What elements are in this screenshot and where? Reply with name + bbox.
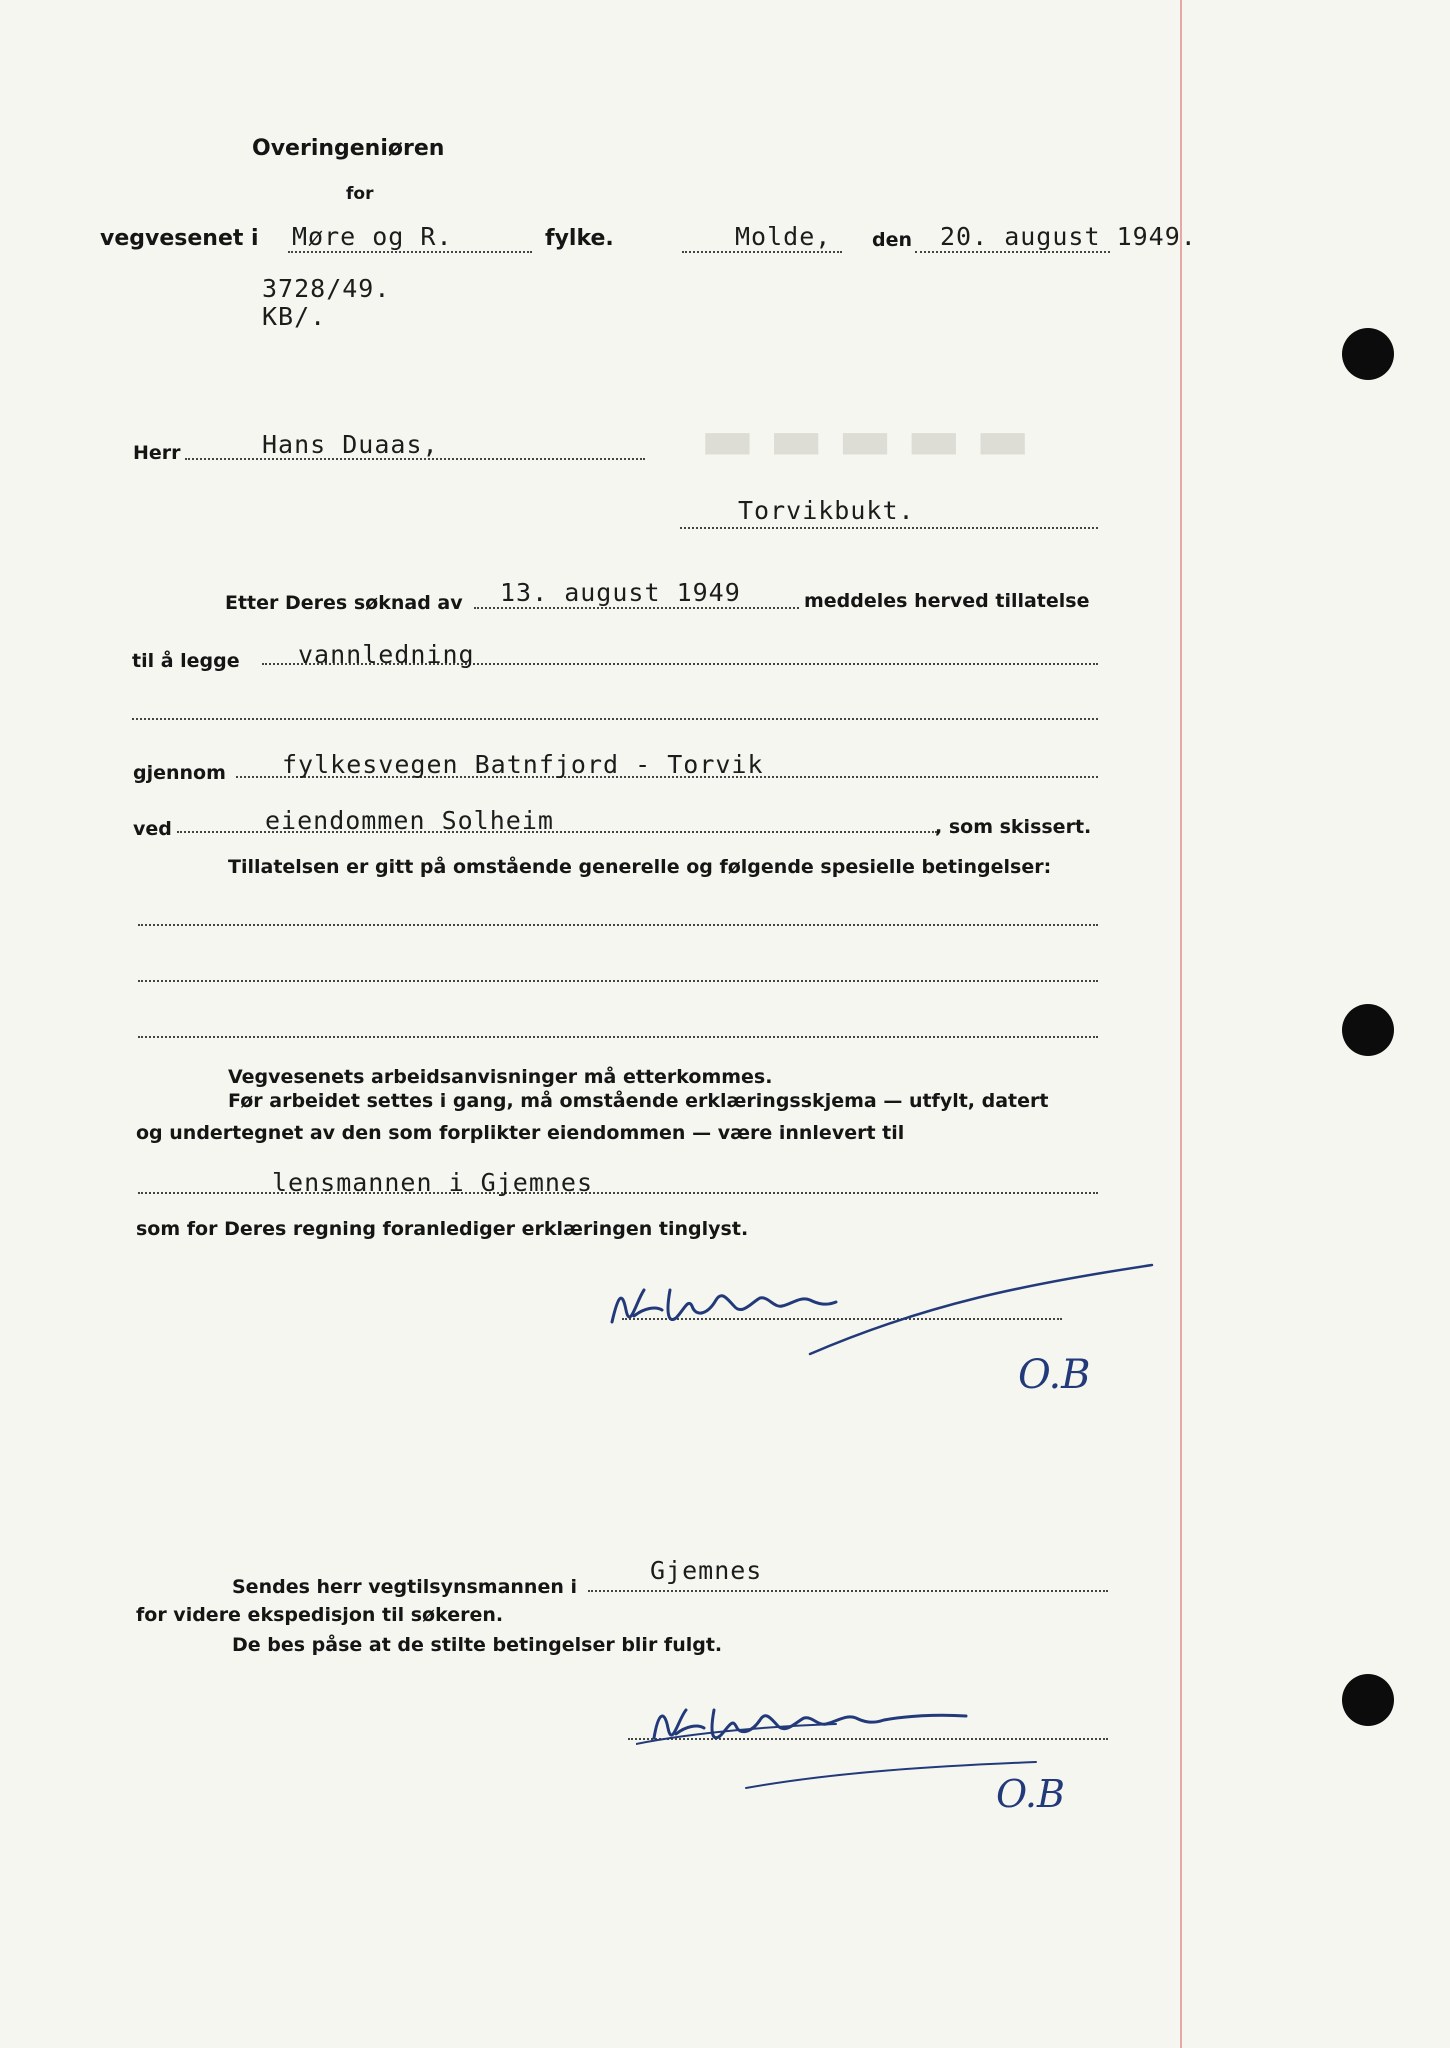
salutation-label: Herr xyxy=(133,442,181,464)
instruction-line-3: og undertegnet av den som forplikter eiendommen — være innlevert til xyxy=(136,1122,905,1144)
conditions-dotted-line xyxy=(138,924,1098,926)
reference-initials: KB/. xyxy=(262,302,327,331)
conditions-label: Tillatelsen er gitt på omstående generelle og følgende spesielle betingelser: xyxy=(228,856,1052,878)
district-value: Gjemnes xyxy=(650,1556,763,1585)
place-value: Molde, xyxy=(735,222,832,251)
place-dotted-line xyxy=(682,251,842,253)
county-value: Møre og R. xyxy=(292,222,453,251)
county-dotted-line xyxy=(288,251,532,253)
permission-label: meddeles herved tillatelse xyxy=(804,590,1090,612)
signature-scribble xyxy=(636,1680,1156,1800)
at-value: eiendommen Solheim xyxy=(265,806,554,835)
forwarding-line-3: De bes påse at de stilte betingelser blir fulgt. xyxy=(232,1634,723,1656)
instruction-line-2: Før arbeidet settes i gang, må omstående erklæringsskjema — utfylt, datert xyxy=(228,1090,1049,1112)
recipient-address: Torvikbukt. xyxy=(738,496,915,525)
date-dotted-line xyxy=(915,251,1110,253)
punch-hole xyxy=(1342,328,1394,380)
lay-continuation-dotted-line xyxy=(132,718,1098,720)
application-date-value: 13. august 1949 xyxy=(500,578,741,607)
application-date-dotted-line xyxy=(474,607,799,609)
sketch-label: , som skissert. xyxy=(935,816,1092,838)
office-title: Overingeniøren xyxy=(252,136,445,161)
application-lead-label: Etter Deres søknad av xyxy=(225,592,463,614)
lay-value: vannledning xyxy=(298,640,475,669)
initials-signature: O.B xyxy=(996,1772,1065,1816)
date-prefix: den xyxy=(872,229,913,251)
county-suffix: fylke. xyxy=(545,226,614,251)
for-word: for xyxy=(346,184,374,204)
conditions-dotted-line xyxy=(138,980,1098,982)
reference-number: 3728/49. xyxy=(262,274,391,303)
deliver-to-value: lensmannen i Gjemnes xyxy=(272,1168,594,1197)
date-value: 20. august 1949. xyxy=(940,222,1197,251)
agency-prefix: vegvesenet i xyxy=(100,226,259,251)
red-margin-line xyxy=(1180,0,1182,2048)
instruction-line-1: Vegvesenets arbeidsanvisninger må etterkommes. xyxy=(228,1066,773,1088)
forwarding-send-label: Sendes herr vegtilsynsmannen i xyxy=(232,1576,577,1598)
through-label: gjennom xyxy=(133,762,226,784)
recipient-name: Hans Duaas, xyxy=(262,430,439,459)
district-dotted-line xyxy=(588,1590,1108,1592)
bleed-through-mark: ▬▬▬▬▬ xyxy=(700,405,1044,473)
forwarding-line-2: for videre ekspedisjon til søkeren. xyxy=(136,1604,504,1626)
punch-hole xyxy=(1342,1674,1394,1726)
conditions-dotted-line xyxy=(138,1036,1098,1038)
through-value: fylkesvegen Batnfjord - Torvik xyxy=(282,750,764,779)
at-label: ved xyxy=(133,818,172,840)
punch-hole xyxy=(1342,1004,1394,1056)
initials-signature: O.B xyxy=(1018,1352,1091,1398)
address-dotted-line xyxy=(680,527,1098,529)
lay-label: til å legge xyxy=(132,650,240,672)
instruction-line-4: som for Deres regning foranlediger erklæringen tinglyst. xyxy=(136,1218,749,1240)
